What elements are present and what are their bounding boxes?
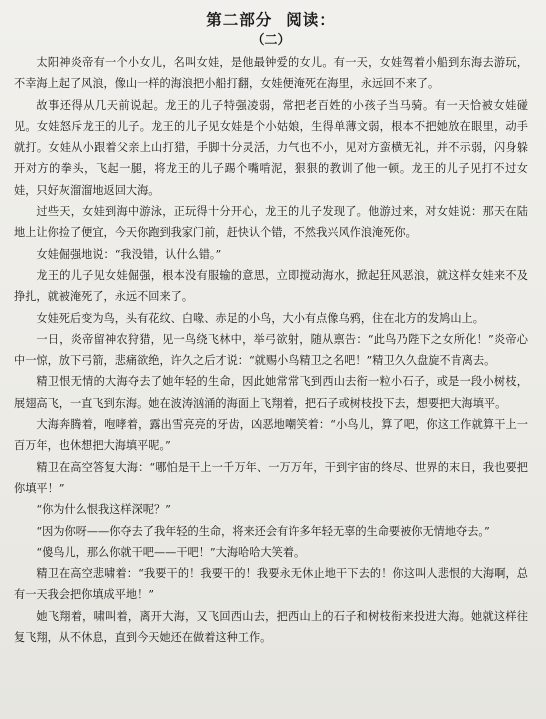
- paragraph: 大海奔腾着，咆哮着，露出雪亮亮的牙齿，凶恶地嘲笑着：“小鸟儿，算了吧，你这工作就算干上一百万年，也休想把大海填平呢。”: [14, 418, 528, 453]
- section-title: [14, 10, 528, 30]
- paragraph: “因为你呀——你夺去了我年轻的生命，将来还会有许多年轻无辜的生命要被你无情地夺去。”: [36, 524, 490, 538]
- paragraph: 她飞翔着，啸叫着，离开大海，又飞回西山去，把西山上的石子和树枝衔来投进大海。她就这样往复飞翔，从不休息，直到今天她还在做着这种工作。: [14, 609, 528, 645]
- paragraph: 过些天，女娃到海中游泳，正玩得十分开心，龙王的儿子发现了。他游过来，对女娃说：那天在陆地上让你捡了便宜，今天你跑到我家门前，赶快认个错，不然我兴风作浪淹死你。: [14, 205, 528, 240]
- section-heading: 阅读：: [286, 10, 336, 29]
- paragraph: 女娃倔强地说：“我没错，认什么错。”: [36, 247, 222, 261]
- article-body: [14, 52, 528, 648]
- paragraph: 故事还得从几天前说起。龙王的儿子特强凌弱，常把老百姓的小孩子当马骑。有一天恰被女娃碰见。女娃怒斥龙王的儿子。龙王的儿子见女娃是个小姑娘，生得单薄文弱，根本不把她放在眼里，动手就打。女娃从小跟着父亲上山打猎，手脚十分灵活，力气也不小，见对方蛮横无礼，并不示弱，闪身躲开对方的拳头，飞起一腿，将龙王的儿子踢个嘴啃泥，狠狠的教训了他一顿。龙王的儿子见打不过女娃，只好灰溜溜地返回大海。: [14, 98, 528, 197]
- paragraph: 太阳神炎帝有一个小女儿，名叫女娃，是他最钟爱的女儿。有一天，女娃驾着小船到东海去游玩，不幸海上起了风浪，像山一样的海浪把小船打翻，女娃便淹死在海里，永远回不来了。: [14, 56, 528, 91]
- paragraph: 精卫在高空悲啸着：“我要干的！我要干的！我要永无休止地干下去的！你这叫人悲恨的大海啊，总有一天我会把你填成平地！”: [14, 567, 528, 602]
- paragraph: 一日，炎帝留神农狩猎，见一鸟绕飞林中，举弓欲射，随从禀告：“此鸟乃陛下之女所化！”炎帝心中一惊，放下弓箭，悲痛欲绝，许久之后才说：“就赐小鸟精卫之名吧！”精卫久久盘旋不肯离去。: [14, 332, 528, 368]
- passage-number: （二）: [251, 33, 291, 48]
- paragraph: 龙王的儿子见女娃倔强，根本没有服输的意思，立即搅动海水，掀起狂风恶浪，就这样女娃来不及挣扎，就被淹死了，永远不回来了。: [14, 268, 528, 304]
- part-label: 第二部分: [206, 10, 273, 29]
- paragraph: 女娃死后变为鸟，头有花纹、白喙、赤足的小鸟，大小有点像乌鸦，住在北方的发鸠山上。: [36, 311, 484, 325]
- paragraph: “你为什么恨我这样深呢？”: [36, 503, 171, 517]
- paragraph: 精卫恨无情的大海夺去了她年轻的生命，因此她常常飞到西山去衔一粒小石子，或是一段小树枝，展翅高飞，一直飞到东海。她在波涛汹涌的海面上飞翔着，把石子或树枝投下去，想要把大海填平。: [14, 375, 528, 410]
- paragraph: 精卫在高空答复大海：“哪怕是干上一千万年、一万万年，干到宇宙的终尽、世界的末日，我也要把你填平！”: [14, 460, 528, 495]
- paragraph: “傻鸟儿，那么你就干吧——干吧！”大海哈哈大笑着。: [36, 545, 306, 559]
